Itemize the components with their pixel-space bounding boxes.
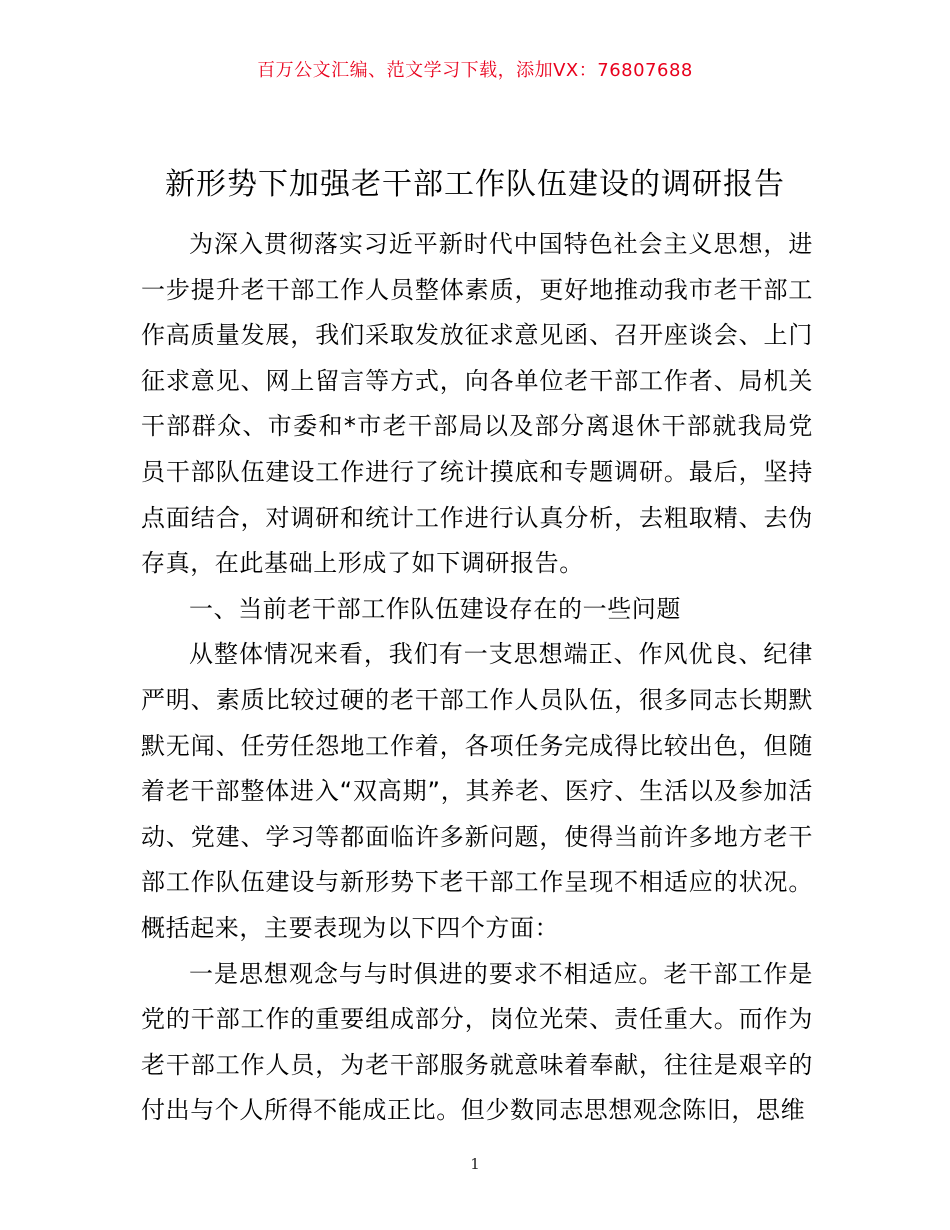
- document-title: 新形势下加强老干部工作队伍建设的调研报告: [165, 167, 785, 202]
- paragraph-point-1: 一是思想观念与与时俱进的要求不相适应。老干部工作是党的干部工作的重要组成部分，岗位光荣、责任重大。而作为老干部工作人员，为老干部服务就意味着奉献，往往是艰辛的付出与个人所得不能成正比。但少数同志思想观念陈旧，思维: [141, 959, 813, 1125]
- document-body: [141, 222, 813, 1134]
- header-watermark-note: 百万公文汇编、范文学习下载，添加VX：76807688: [257, 60, 693, 81]
- section-heading-1: 一、当前老干部工作队伍建设存在的一些问题: [189, 594, 681, 623]
- paragraph-intro: 为深入贯彻落实习近平新时代中国特色社会主义思想，进一步提升老干部工作人员整体素质，更好地推动我市老干部工作高质量发展，我们采取发放征求意见函、召开座谈会、上门征求意见、网上留言等方式，向各单位老干部工作者、局机关干部群众、市委和*市老干部局以及部分离退休干部就我局党员干部队伍建设工作进行了统计摸底和专题调研。最后，坚持点面结合，对调研和统计工作进行认真分析，去粗取精、去伪存真，在此基础上形成了如下调研报告。: [141, 230, 813, 578]
- page-number: 1: [470, 1155, 480, 1173]
- paragraph-overview: 从整体情况来看，我们有一支思想端正、作风优良、纪律严明、素质比较过硬的老干部工作人员队伍，很多同志长期默默无闻、任劳任怨地工作着，各项任务完成得比较出色，但随着老干部整体进入“双高期”，其养老、医疗、生活以及参加活动、党建、学习等都面临许多新问题，使得当前许多地方老干部工作队伍建设与新形势下老干部工作呈现不相适应的状况。概括起来，主要表现为以下四个方面：: [141, 640, 813, 942]
